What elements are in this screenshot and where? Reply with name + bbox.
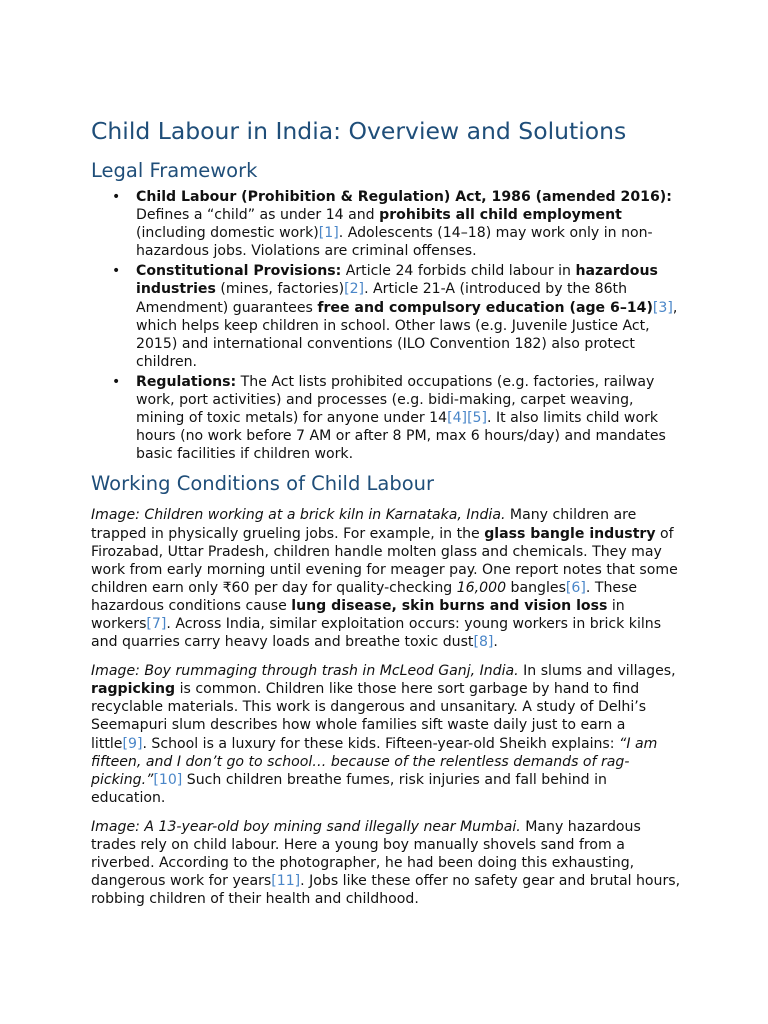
text-run: . Article 21-A (introduced by the 86th Amendment) guarantees <box>136 281 628 316</box>
page-title: Child Labour in India: Overview and Solutions <box>91 117 627 145</box>
text-run: Defines a “child” as under 14 and <box>136 207 380 224</box>
section-heading-working-conditions: Working Conditions of Child Labour <box>91 472 435 496</box>
image-caption: Image: A 13-year-old boy mining sand illegally near Mumbai. <box>91 818 521 835</box>
bold-term: ragpicking <box>91 681 176 698</box>
text-run: Many hazardous trades rely on child labour. Here a young boy manually shovels sand from a riverbed. According to the photographer, he had been doing this exhausting, dangerous work for years <box>91 818 641 890</box>
text-run: Article 24 forbids child labour in <box>341 263 576 280</box>
paragraph-sand-mining <box>91 818 681 908</box>
bold-term: Child Labour (Prohibition & Regulation) Act, 1986 (amended 2016): <box>136 189 672 205</box>
text-run: (mines, factories) <box>215 281 345 298</box>
bullet-icon: • <box>112 373 121 390</box>
citation-link[interactable]: [10] <box>153 771 183 788</box>
text-run: . Jobs like these offer no safety gear and brutal hours, robbing children of their health and childhood. <box>91 873 681 908</box>
bold-term: free and compulsory education (age 6–14) <box>317 299 653 316</box>
text-run: . <box>493 634 498 651</box>
image-caption: Image: Children working at a brick kiln in Karnataka, India. <box>91 507 506 524</box>
quote-text: “I am fifteen, and I don’t go to school… because of the relentless demands of rag-picking.” <box>91 735 658 788</box>
citation-link[interactable]: [6] <box>565 579 586 596</box>
text-run: in workers <box>91 597 625 632</box>
text-run: (including domestic work) <box>136 225 319 242</box>
text-run: The Act lists prohibited occupations (e.g. factories, railway work, port activities) and processes (e.g. bidi-making, carpet weaving, mining of toxic metals) for anyone under 14 <box>136 373 655 427</box>
bold-term: prohibits all child employment <box>379 207 622 224</box>
section-heading-legal-framework: Legal Framework <box>91 159 258 182</box>
text-run: bangles <box>506 579 566 596</box>
paragraph-brick-kiln <box>91 506 681 651</box>
bullet-icon: • <box>112 263 121 280</box>
citation-link[interactable]: [3] <box>652 299 673 316</box>
legal-framework-list <box>91 188 681 463</box>
citation-link[interactable]: [5] <box>467 410 488 427</box>
document-body <box>91 114 681 908</box>
text-run: In slums and villages, <box>518 663 676 680</box>
citation-link[interactable]: [7] <box>146 615 167 632</box>
italic-text: 16,000 <box>456 579 507 596</box>
list-item-text <box>136 373 681 463</box>
citation-link[interactable]: [8] <box>473 634 494 651</box>
bold-term: Constitutional Provisions: <box>136 263 342 280</box>
text-run: . Adolescents (14–18) may work only in non-hazardous jobs. Violations are criminal offenses. <box>136 225 653 260</box>
citation-link[interactable]: [4] <box>447 410 468 427</box>
text-run: is common. Children like those here sort garbage by hand to find recyclable materials. This work is dangerous and unsanitary. A study of Delhi’s Seemapuri slum describes how whole families sift waste daily just to earn a little <box>91 681 647 752</box>
list-item <box>91 262 681 371</box>
text-run: . School is a luxury for these kids. Fifteen-year-old Sheikh explains: <box>142 735 620 752</box>
bold-term: hazardous industries <box>136 263 658 298</box>
list-item <box>91 188 681 260</box>
citation-link[interactable]: [11] <box>271 873 301 890</box>
text-run: . These hazardous conditions cause <box>91 579 638 614</box>
bold-term: lung disease, skin burns and vision loss <box>291 597 608 614</box>
text-run: Such children breathe fumes, risk injuries and fall behind in education. <box>91 771 607 806</box>
bold-term: Regulations: <box>136 373 237 390</box>
list-item-text <box>136 188 681 260</box>
list-item-text <box>136 262 681 371</box>
citation-link[interactable]: [2] <box>344 281 365 298</box>
text-run: , which helps keep children in school. Other laws (e.g. Juvenile Justice Act, 2015) and international conventions (ILO Convention 182) also protect children. <box>136 299 678 370</box>
text-run: of Firozabad, Uttar Pradesh, children handle molten glass and chemicals. They may work from early morning until evening for meager pay. One report notes that some children earn only ₹60 per day for quality-checking <box>91 525 678 596</box>
citation-link[interactable]: [9] <box>122 735 143 752</box>
text-run: . It also limits child work hours (no work before 7 AM or after 8 PM, max 6 hours/day) and mandates basic facilities if children work. <box>136 410 666 463</box>
citation-link[interactable]: [1] <box>318 225 339 242</box>
text-run: . Across India, similar exploitation occurs: young workers in brick kilns and quarries carry heavy loads and breathe toxic dust <box>91 615 662 651</box>
paragraph-ragpicking <box>91 662 681 807</box>
image-caption: Image: Boy rummaging through trash in McLeod Ganj, India. <box>91 663 519 680</box>
bullet-icon: • <box>112 189 121 205</box>
bold-term: glass bangle industry <box>484 525 656 542</box>
text-run: Many children are trapped in physically grueling jobs. For example, in the <box>91 507 637 542</box>
list-item <box>91 373 681 463</box>
